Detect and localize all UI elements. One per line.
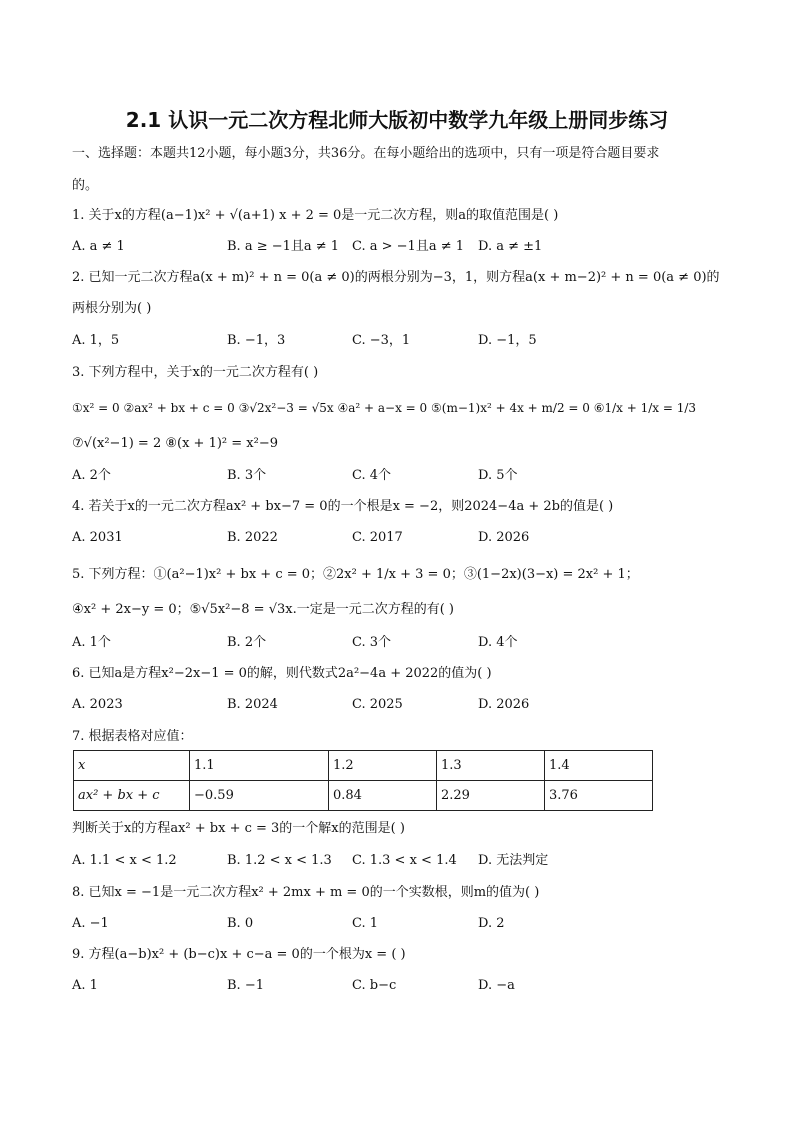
question-8-stem: 8. 已知x = −1是一元二次方程x² + 2mx + m = 0的一个实数根，则m的值为( ) [72,885,540,900]
question-9-option-a: A. 1 [72,978,98,993]
question-9-option-c: C. b−c [352,978,397,993]
question-7-option-d: D. 无法判定 [478,853,549,868]
question-7-option-b: B. 1.2 < x < 1.3 [227,853,332,868]
question-3-option-b: B. 3个 [227,468,267,483]
question-5-stem: 5. 下列方程：①(a²−1)x² + bx + c = 0；②2x² + 1/x + 3 = 0；③(1−2x)(3−x) = 2x² + 1； [72,567,639,582]
question-5-stem: ④x² + 2x−y = 0；⑤√5x²−8 = √3x.一定是一元二次方程的有( ) [72,602,454,617]
question-4-option-d: D. 2026 [478,530,530,545]
question-3-equations: ⑦√(x²−1) = 2 ⑧(x + 1)² = x²−9 [72,436,278,451]
question-2-option-a: A. 1，5 [72,333,120,348]
question-1-option-d: D. a ≠ ±1 [478,239,543,254]
section-heading: 一、选择题：本题共12小题，每小题3分，共36分。在每小题给出的选项中，只有一项是符合题目要求 [72,146,660,161]
question-5-option-d: D. 4个 [478,635,518,650]
question-6-option-c: C. 2025 [352,697,403,712]
values-table [73,750,653,811]
question-3-stem: 3. 下列方程中，关于x的一元二次方程有( ) [72,365,319,380]
question-8-option-d: D. 2 [478,916,505,931]
question-7-option-a: A. 1.1 < x < 1.2 [72,853,177,868]
question-9-option-d: D. −a [478,978,515,993]
question-5-option-b: B. 2个 [227,635,267,650]
question-2-option-c: C. −3，1 [352,333,411,348]
question-7-stem: 7. 根据表格对应值： [72,729,193,744]
question-6-option-a: A. 2023 [72,697,123,712]
question-7-followup: 判断关于x的方程ax² + bx + c = 3的一个解x的范围是( ) [72,821,405,836]
table-row [74,781,653,811]
question-1-stem: 1. 关于x的方程(a−1)x² + √(a+1) x + 2 = 0是一元二次方程，则a的取值范围是( ) [72,208,559,223]
question-8-option-c: C. 1 [352,916,379,931]
question-4-stem: 4. 若关于x的一元二次方程ax² + bx−7 = 0的一个根是x = −2，则2024−4a + 2b的值是( ) [72,499,614,514]
question-6-stem: 6. 已知a是方程x²−2x−1 = 0的解，则代数式2a²−4a + 2022的值为( ) [72,666,492,681]
question-3-option-a: A. 2个 [72,468,111,483]
question-5-option-a: A. 1个 [72,635,111,650]
question-3-option-c: C. 4个 [352,468,392,483]
table-cell: 1.2 [328,751,436,781]
table-cell: −0.59 [190,781,329,811]
question-1-option-c: C. a > −1且a ≠ 1 [352,239,464,254]
question-7-option-c: C. 1.3 < x < 1.4 [352,853,457,868]
question-3-option-d: D. 5个 [478,468,518,483]
question-1-option-a: A. a ≠ 1 [72,239,125,254]
page-title: 2.1 认识一元二次方程北师大版初中数学九年级上册同步练习 [125,108,669,132]
section-heading: 的。 [72,178,99,193]
table-cell: 1.4 [544,751,652,781]
table-cell: 1.1 [190,751,329,781]
table-cell: 1.3 [436,751,544,781]
question-4-option-a: A. 2031 [72,530,123,545]
question-9-option-b: B. −1 [227,978,264,993]
table-cell: ax² + bx + c [74,781,190,811]
table-cell: 2.29 [436,781,544,811]
table-cell: 0.84 [328,781,436,811]
question-4-option-c: C. 2017 [352,530,403,545]
question-2-option-d: D. −1，5 [478,333,537,348]
question-6-option-d: D. 2026 [478,697,530,712]
question-8-option-a: A. −1 [72,916,109,931]
question-4-option-b: B. 2022 [227,530,278,545]
question-2-stem: 两根分别为( ) [72,301,152,316]
table-row [74,751,653,781]
question-6-option-b: B. 2024 [227,697,278,712]
question-2-stem: 2. 已知一元二次方程a(x + m)² + n = 0(a ≠ 0)的两根分别为−3，1，则方程a(x + m−2)² + n = 0(a ≠ 0)的 [72,270,720,285]
question-2-option-b: B. −1，3 [227,333,286,348]
question-5-option-c: C. 3个 [352,635,392,650]
question-9-stem: 9. 方程(a−b)x² + (b−c)x + c−a = 0的一个根为x = ( ) [72,947,406,962]
table-cell: 3.76 [544,781,652,811]
question-3-equations: ①x² = 0 ②ax² + bx + c = 0 ③√2x²−3 = √5x ④a² + a−x = 0 ⑤(m−1)x² + 4x + m/2 = 0 ⑥1/x + 1/x = 1/3 [72,401,697,415]
question-8-option-b: B. 0 [227,916,254,931]
question-1-option-b: B. a ≥ −1且a ≠ 1 [227,239,340,254]
table-cell: x [74,751,190,781]
